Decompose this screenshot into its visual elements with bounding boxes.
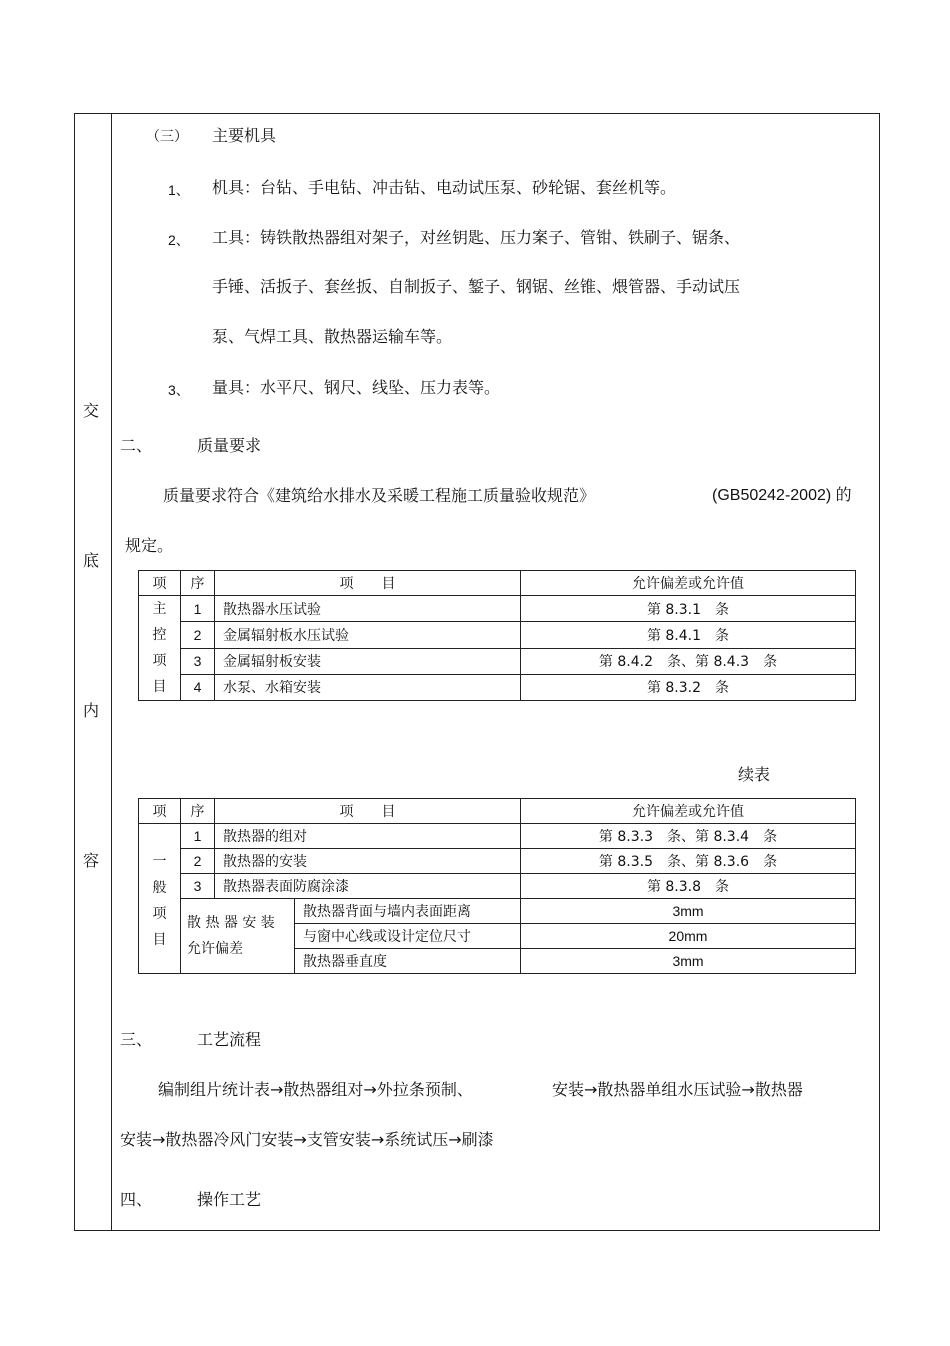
seq-cell: 3	[181, 648, 215, 674]
paragraph-text: 安装→散热器单组水压试验→散热器	[552, 1080, 803, 1099]
table-header-cell: 序	[181, 571, 215, 596]
table-row	[139, 899, 856, 924]
side-label-char: 容	[83, 851, 100, 870]
item-cell: 水泵、水箱安装	[215, 674, 521, 700]
value-cell: 第 8.4.1 条	[521, 622, 856, 648]
list-item-text: 泵、气焊工具、散热器运输车等。	[212, 327, 453, 346]
table-header-cell: 允许偏差或允许值	[521, 799, 856, 824]
item-cell: 散热器垂直度	[295, 949, 521, 974]
section-marker: 三、	[120, 1030, 153, 1049]
table-row	[139, 849, 856, 874]
seq-cell: 3	[181, 874, 215, 899]
value-cell: 第 8.4.2 条、第 8.4.3 条	[521, 648, 856, 674]
value-cell: 第 8.3.3 条、第 8.3.4 条	[521, 824, 856, 849]
paragraph-text: 编制组片统计表→散热器组对→外拉条预制、	[158, 1080, 473, 1099]
table-header-row	[139, 799, 856, 824]
item-cell: 金属辐射板安装	[215, 648, 521, 674]
item-cell: 散热器背面与墙内表面距离	[295, 899, 521, 924]
quality-table-main	[138, 570, 856, 701]
section-title: 工艺流程	[197, 1030, 262, 1049]
group-label-char: 般	[152, 879, 167, 896]
group-label-char: 一	[152, 853, 167, 870]
table-header-cell: 项	[139, 571, 181, 596]
table-row	[139, 874, 856, 899]
list-item-text: 量具：水平尺、钢尺、线坠、压力表等。	[212, 378, 501, 397]
section-marker: 二、	[120, 436, 153, 455]
subsection-title: 主要机具	[212, 126, 277, 145]
item-cell: 散热器的安装	[215, 849, 521, 874]
table-header-cell: 序	[181, 799, 215, 824]
table-row	[139, 824, 856, 849]
sub-group-label-line: 散 热 器 安 装	[187, 915, 275, 931]
value-cell: 第 8.3.2 条	[521, 674, 856, 700]
table-row	[139, 596, 856, 622]
item-cell: 散热器水压试验	[215, 596, 521, 622]
group-label-cell	[139, 824, 181, 974]
group-label-char: 目	[152, 679, 167, 695]
seq-cell: 2	[181, 622, 215, 648]
value-cell: 20mm	[521, 924, 856, 949]
paragraph-text: 规定。	[125, 536, 174, 555]
column-divider	[111, 113, 112, 1231]
section-title: 质量要求	[197, 436, 262, 455]
item-cell: 金属辐射板水压试验	[215, 622, 521, 648]
side-label-char: 底	[83, 551, 100, 570]
value-cell: 第 8.3.1 条	[521, 596, 856, 622]
group-label-char: 控	[152, 627, 167, 643]
item-cell: 与窗中心线或设计定位尺寸	[295, 924, 521, 949]
item-cell: 散热器的组对	[215, 824, 521, 849]
group-label-char: 项	[152, 905, 167, 922]
side-label-char: 内	[83, 701, 100, 720]
table-header-cell: 项 目	[215, 799, 521, 824]
sub-group-label-line: 允许偏差	[187, 941, 243, 957]
side-label-char: 交	[83, 401, 100, 420]
group-label-cell	[139, 596, 181, 701]
list-item-text: 工具：铸铁散热器组对架子，对丝钥匙、压力案子、管钳、铁刷子、锯条、	[212, 228, 741, 247]
group-label-char: 目	[152, 931, 167, 948]
table-row	[139, 622, 856, 648]
paragraph-text: 安装→散热器冷风门安装→支管安装→系统试压→刷漆	[120, 1130, 494, 1149]
subsection-marker: （三）	[146, 129, 188, 145]
item-cell: 散热器表面防腐涂漆	[215, 874, 521, 899]
value-cell: 第 8.3.8 条	[521, 874, 856, 899]
list-number: 3、	[168, 382, 190, 398]
quality-table-general	[138, 798, 856, 974]
group-label-char: 项	[152, 653, 167, 669]
sub-group-label-cell	[181, 899, 295, 974]
seq-cell: 1	[181, 824, 215, 849]
table-row	[139, 648, 856, 674]
table-header-cell: 项 目	[215, 571, 521, 596]
list-item-text: 手锤、活扳子、套丝扳、自制扳子、錾子、钢锯、丝锥、煨管器、手动试压	[212, 277, 741, 296]
seq-cell: 4	[181, 674, 215, 700]
standard-code: (GB50242-2002) 的	[712, 487, 852, 504]
list-number: 2、	[168, 232, 190, 248]
seq-cell: 1	[181, 596, 215, 622]
list-item-text: 机具：台钻、手电钻、冲击钻、电动试压泵、砂轮锯、套丝机等。	[212, 178, 677, 197]
seq-cell: 2	[181, 849, 215, 874]
table-row	[139, 674, 856, 700]
value-cell: 3mm	[521, 949, 856, 974]
table-header-cell: 项	[139, 799, 181, 824]
value-cell: 第 8.3.5 条、第 8.3.6 条	[521, 849, 856, 874]
paragraph-text: 质量要求符合《建筑给水排水及采暖工程施工质量验收规范》	[163, 486, 596, 505]
section-marker: 四、	[120, 1190, 153, 1209]
value-cell: 3mm	[521, 899, 856, 924]
section-title: 操作工艺	[197, 1190, 262, 1209]
continued-label: 续表	[738, 765, 771, 784]
table-header-cell: 允许偏差或允许值	[521, 571, 856, 596]
table-header-row	[139, 571, 856, 596]
list-number: 1、	[168, 182, 190, 198]
group-label-char: 主	[152, 601, 167, 617]
